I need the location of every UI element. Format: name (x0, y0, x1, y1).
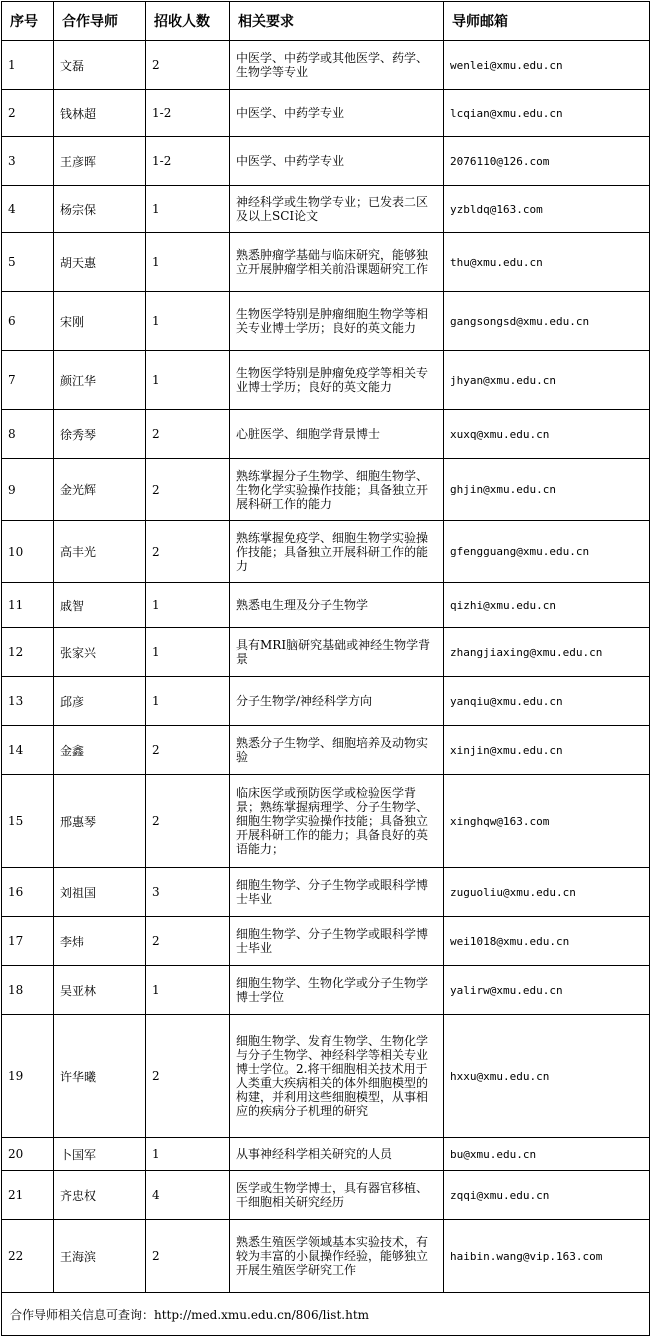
table-row (2, 186, 650, 233)
cell-requirements: 心脏医学、细胞学背景博士 (230, 410, 444, 459)
cell-email: xinjin@xmu.edu.cn (444, 726, 650, 775)
table-row (2, 410, 650, 459)
table-row (2, 292, 650, 351)
cell-quota: 1 (146, 966, 230, 1015)
cell-requirements: 熟悉肿瘤学基础与临床研究，能够独立开展肿瘤学相关前沿课题研究工作 (230, 233, 444, 292)
cell-supervisor-name: 文磊 (54, 41, 146, 90)
cell-email: gfengguang@xmu.edu.cn (444, 521, 650, 583)
table-row (2, 726, 650, 775)
cell-email: xuxq@xmu.edu.cn (444, 410, 650, 459)
cell-supervisor-name: 许华曦 (54, 1015, 146, 1138)
cell-quota: 2 (146, 1015, 230, 1138)
cell-supervisor-name: 王彦晖 (54, 137, 146, 186)
cell-email: yanqiu@xmu.edu.cn (444, 677, 650, 726)
cell-index: 3 (2, 137, 54, 186)
header-index: 序号 (2, 2, 54, 41)
table-row (2, 677, 650, 726)
table-row (2, 459, 650, 521)
cell-requirements: 具有MRI脑研究基础或神经生物学背景 (230, 628, 444, 677)
cell-requirements: 细胞生物学、分子生物学或眼科学博士毕业 (230, 868, 444, 917)
cell-supervisor-name: 张家兴 (54, 628, 146, 677)
cell-index: 2 (2, 90, 54, 137)
cell-requirements: 熟悉电生理及分子生物学 (230, 583, 444, 628)
cell-index: 15 (2, 775, 54, 868)
cell-requirements: 临床医学或预防医学或检验医学背景；熟练掌握病理学、分子生物学、细胞生物学实验操作技能；具备独立开展科研工作的能力；具备良好的英语能力； (230, 775, 444, 868)
cell-quota: 1 (146, 677, 230, 726)
cell-supervisor-name: 齐忠权 (54, 1171, 146, 1220)
cell-email: zqqi@xmu.edu.cn (444, 1171, 650, 1220)
cell-index: 17 (2, 917, 54, 966)
table-row (2, 233, 650, 292)
cell-supervisor-name: 钱林超 (54, 90, 146, 137)
cell-index: 21 (2, 1171, 54, 1220)
cell-index: 13 (2, 677, 54, 726)
cell-index: 16 (2, 868, 54, 917)
cell-quota: 2 (146, 459, 230, 521)
cell-email: hxxu@xmu.edu.cn (444, 1015, 650, 1138)
header-email: 导师邮箱 (444, 2, 650, 41)
cell-supervisor-name: 李炜 (54, 917, 146, 966)
supervisor-table (1, 1, 650, 1336)
table-row (2, 521, 650, 583)
cell-supervisor-name: 杨宗保 (54, 186, 146, 233)
table-row (2, 583, 650, 628)
cell-requirements: 中医学、中药学专业 (230, 90, 444, 137)
cell-supervisor-name: 金鑫 (54, 726, 146, 775)
cell-quota: 1 (146, 233, 230, 292)
cell-supervisor-name: 卜国军 (54, 1138, 146, 1171)
cell-email: haibin.wang@vip.163.com (444, 1220, 650, 1293)
cell-quota: 1 (146, 628, 230, 677)
cell-requirements: 生物医学特别是肿瘤免疫学等相关专业博士学历；良好的英文能力 (230, 351, 444, 410)
cell-requirements: 从事神经科学相关研究的人员 (230, 1138, 444, 1171)
cell-index: 18 (2, 966, 54, 1015)
cell-supervisor-name: 戚智 (54, 583, 146, 628)
cell-requirements: 细胞生物学、发育生物学、生物化学与分子生物学、神经科学等相关专业博士学位。2.将干细胞相关技术用于人类重大疾病相关的体外细胞模型的构建，并利用这些细胞模型，从事相应的疾病分子机理的研究 (230, 1015, 444, 1138)
cell-supervisor-name: 刘祖国 (54, 868, 146, 917)
cell-email: thu@xmu.edu.cn (444, 233, 650, 292)
cell-quota: 2 (146, 1220, 230, 1293)
cell-requirements: 分子生物学/神经科学方向 (230, 677, 444, 726)
cell-quota: 3 (146, 868, 230, 917)
cell-requirements: 细胞生物学、分子生物学或眼科学博士毕业 (230, 917, 444, 966)
cell-index: 4 (2, 186, 54, 233)
cell-supervisor-name: 金光辉 (54, 459, 146, 521)
cell-requirements: 熟悉分子生物学、细胞培养及动物实验 (230, 726, 444, 775)
cell-index: 1 (2, 41, 54, 90)
cell-email: qizhi@xmu.edu.cn (444, 583, 650, 628)
cell-requirements: 细胞生物学、生物化学或分子生物学博士学位 (230, 966, 444, 1015)
cell-requirements: 熟练掌握免疫学、细胞生物学实验操作技能；具备独立开展科研工作的能力 (230, 521, 444, 583)
cell-quota: 2 (146, 521, 230, 583)
cell-email: wenlei@xmu.edu.cn (444, 41, 650, 90)
cell-email: wei1018@xmu.edu.cn (444, 917, 650, 966)
cell-supervisor-name: 徐秀琴 (54, 410, 146, 459)
table-row (2, 41, 650, 90)
cell-index: 9 (2, 459, 54, 521)
cell-quota: 2 (146, 41, 230, 90)
cell-requirements: 生物医学特别是肿瘤细胞生物学等相关专业博士学历；良好的英文能力 (230, 292, 444, 351)
cell-email: yalirw@xmu.edu.cn (444, 966, 650, 1015)
table-row (2, 1138, 650, 1171)
cell-index: 6 (2, 292, 54, 351)
cell-requirements: 神经科学或生物学专业；已发表二区及以上SCI论文 (230, 186, 444, 233)
cell-email: zuguoliu@xmu.edu.cn (444, 868, 650, 917)
cell-supervisor-name: 王海滨 (54, 1220, 146, 1293)
cell-supervisor-name: 吴亚林 (54, 966, 146, 1015)
cell-index: 10 (2, 521, 54, 583)
cell-index: 5 (2, 233, 54, 292)
table-row (2, 1171, 650, 1220)
cell-email: xinghqw@163.com (444, 775, 650, 868)
header-row (2, 2, 650, 41)
cell-index: 14 (2, 726, 54, 775)
table-row (2, 137, 650, 186)
cell-supervisor-name: 胡天惠 (54, 233, 146, 292)
cell-requirements: 熟悉生殖医学领域基本实验技术，有较为丰富的小鼠操作经验，能够独立开展生殖医学研究工作 (230, 1220, 444, 1293)
cell-email: bu@xmu.edu.cn (444, 1138, 650, 1171)
cell-email: 2076110@126.com (444, 137, 650, 186)
cell-requirements: 中医学、中药学专业 (230, 137, 444, 186)
cell-quota: 1-2 (146, 137, 230, 186)
footer-note: 合作导师相关信息可查询：http://med.xmu.edu.cn/806/list.htm (2, 1293, 650, 1336)
cell-quota: 2 (146, 775, 230, 868)
table-row (2, 351, 650, 410)
table-row (2, 966, 650, 1015)
cell-email: ghjin@xmu.edu.cn (444, 459, 650, 521)
table-row (2, 868, 650, 917)
cell-requirements: 熟练掌握分子生物学、细胞生物学、生物化学实验操作技能；具备独立开展科研工作的能力 (230, 459, 444, 521)
cell-requirements: 中医学、中药学或其他医学、药学、生物学等专业 (230, 41, 444, 90)
cell-email: lcqian@xmu.edu.cn (444, 90, 650, 137)
cell-quota: 1 (146, 583, 230, 628)
cell-index: 8 (2, 410, 54, 459)
cell-index: 19 (2, 1015, 54, 1138)
cell-email: gangsongsd@xmu.edu.cn (444, 292, 650, 351)
cell-index: 11 (2, 583, 54, 628)
header-quota: 招收人数 (146, 2, 230, 41)
cell-quota: 1 (146, 186, 230, 233)
table-row (2, 628, 650, 677)
cell-quota: 1 (146, 1138, 230, 1171)
cell-supervisor-name: 高丰光 (54, 521, 146, 583)
cell-quota: 2 (146, 726, 230, 775)
cell-supervisor-name: 宋刚 (54, 292, 146, 351)
cell-supervisor-name: 邢惠琴 (54, 775, 146, 868)
table-row (2, 1015, 650, 1138)
cell-index: 12 (2, 628, 54, 677)
cell-index: 20 (2, 1138, 54, 1171)
cell-index: 22 (2, 1220, 54, 1293)
supervisor-table-container (1, 1, 649, 1336)
cell-quota: 1 (146, 292, 230, 351)
cell-quota: 2 (146, 410, 230, 459)
header-requirements: 相关要求 (230, 2, 444, 41)
cell-quota: 2 (146, 917, 230, 966)
cell-quota: 1 (146, 351, 230, 410)
table-row (2, 775, 650, 868)
table-row (2, 917, 650, 966)
table-row (2, 1220, 650, 1293)
header-supervisor: 合作导师 (54, 2, 146, 41)
cell-supervisor-name: 邱彦 (54, 677, 146, 726)
table-row (2, 90, 650, 137)
cell-email: jhyan@xmu.edu.cn (444, 351, 650, 410)
cell-requirements: 医学或生物学博士，具有器官移植、干细胞相关研究经历 (230, 1171, 444, 1220)
cell-supervisor-name: 颜江华 (54, 351, 146, 410)
cell-index: 7 (2, 351, 54, 410)
cell-quota: 1-2 (146, 90, 230, 137)
footer-row (2, 1293, 650, 1336)
cell-quota: 4 (146, 1171, 230, 1220)
cell-email: yzbldq@163.com (444, 186, 650, 233)
cell-email: zhangjiaxing@xmu.edu.cn (444, 628, 650, 677)
